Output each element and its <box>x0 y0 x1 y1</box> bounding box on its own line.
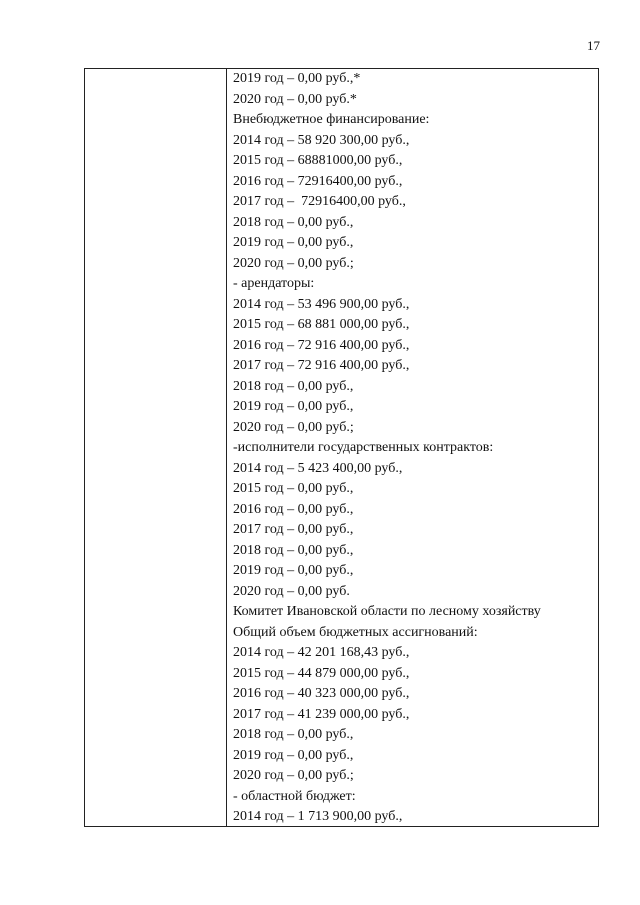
section-heading: - арендаторы: <box>233 276 315 291</box>
section-heading: Общий объем бюджетных ассигнований: <box>233 624 478 640</box>
text-line: 2018 год – 0,00 руб., <box>233 214 354 230</box>
text-line: 2016 год – 72916400,00 руб., <box>233 173 403 189</box>
text-line: 2017 год – 72916400,00 руб., <box>233 194 406 209</box>
text-line: 2015 год – 68 881 000,00 руб., <box>233 317 410 332</box>
text-line: 2019 год – 0,00 руб.,* <box>233 71 361 86</box>
text-line: 2015 год – 44 879 000,00 руб., <box>233 665 410 681</box>
text-line: 2014 год – 53 496 900,00 руб., <box>233 296 410 312</box>
section-heading: Комитет Ивановской области по лесному хозяйству <box>233 604 541 619</box>
text-line: 2019 год – 0,00 руб., <box>233 235 354 250</box>
section-heading: - областной бюджет: <box>233 788 356 804</box>
section-heading: Внебюджетное финансирование: <box>233 112 430 127</box>
text-line: 2018 год – 0,00 руб., <box>233 378 354 394</box>
text-line: 2019 год – 0,00 руб., <box>233 399 354 414</box>
text-line: 2019 год – 0,00 руб., <box>233 747 354 763</box>
page-number: 17 <box>587 38 600 53</box>
text-line: 2015 год – 0,00 руб., <box>233 481 354 496</box>
text-line: 2016 год – 0,00 руб., <box>233 501 354 517</box>
text-line: 2016 год – 72 916 400,00 руб., <box>233 337 410 353</box>
section-heading: -исполнители государственных контрактов: <box>233 440 494 455</box>
text-line: 2019 год – 0,00 руб., <box>233 563 354 578</box>
text-line: 2014 год – 1 713 900,00 руб., <box>233 809 403 824</box>
text-line: 2016 год – 40 323 000,00 руб., <box>233 686 410 701</box>
text-line: 2020 год – 0,00 руб.* <box>233 91 357 107</box>
text-line: 2014 год – 42 201 168,43 руб., <box>233 645 410 660</box>
text-line: 2017 год – 72 916 400,00 руб., <box>233 358 410 373</box>
text-line: 2014 год – 58 920 300,00 руб., <box>233 132 410 148</box>
text-line: 2020 год – 0,00 руб.; <box>233 768 354 783</box>
funding-table <box>84 68 599 827</box>
table-left-cell <box>85 69 227 826</box>
text-line: 2017 год – 41 239 000,00 руб., <box>233 706 410 722</box>
text-line: 2015 год – 68881000,00 руб., <box>233 153 403 168</box>
text-line: 2014 год – 5 423 400,00 руб., <box>233 460 403 476</box>
text-line: 2018 год – 0,00 руб., <box>233 542 354 558</box>
text-line: 2020 год – 0,00 руб. <box>233 583 350 599</box>
text-line: 2018 год – 0,00 руб., <box>233 727 354 742</box>
text-line: 2017 год – 0,00 руб., <box>233 522 354 537</box>
table-right-cell <box>227 69 598 826</box>
text-line: 2020 год – 0,00 руб.; <box>233 419 354 435</box>
text-line: 2020 год – 0,00 руб.; <box>233 255 354 271</box>
